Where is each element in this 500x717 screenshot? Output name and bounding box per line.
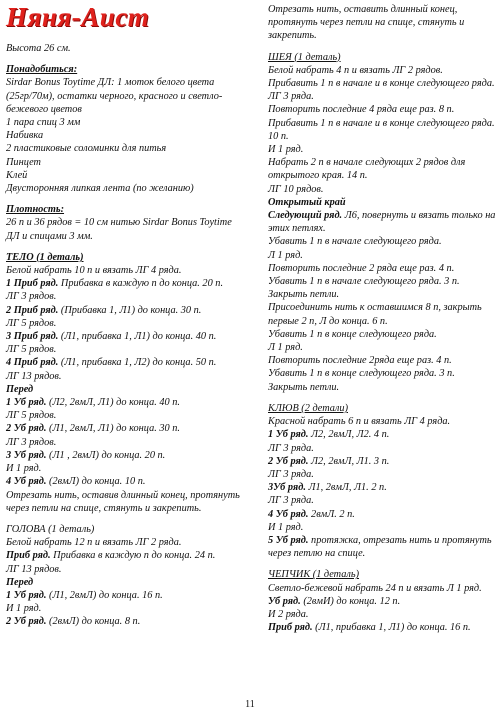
- instruction-line: И 1 ряд.: [268, 521, 304, 533]
- body-steps: [6, 264, 244, 488]
- instruction-line: ЛГ 3 ряда.: [268, 495, 314, 507]
- instruction-line: 1 Уб ряд. (Л1, 2вмЛ) до конца. 16 п.: [6, 589, 163, 601]
- instruction-line: Л 1 ряд.: [268, 342, 303, 354]
- right-column: [268, 0, 496, 634]
- beak-heading: КЛЮВ (2 детали): [268, 402, 349, 414]
- instruction-line: Повторить последние 2ряда еще раз. 4 п.: [268, 355, 452, 367]
- instruction-line: Белой набрать 12 п и вязать ЛГ 2 ряда.: [6, 537, 182, 549]
- instruction-line: Убавить 1 п в начале следующего ряда.: [268, 236, 442, 248]
- material-item: 1 пара спиц 3 мм: [6, 117, 81, 129]
- instruction-line: Убавить 1 п в начале следующего ряда. 3 п.: [268, 276, 460, 288]
- instruction-line: Прибавить 1 п в начале и в конце следующего ряда. 10 п.: [268, 117, 495, 142]
- instruction-line: Следующий ряд. Л6, повернуть и вязать только на этих петлях.: [268, 210, 496, 235]
- instruction-line: Набрать 2 п в начале следующих 2 рядов для открытого края. 14 п.: [268, 157, 466, 182]
- instruction-line: 1 Уб ряд. (Л2, 2вмЛ, Л1) до конца. 40 п.: [6, 397, 180, 409]
- instruction-line: И 1 ряд.: [6, 603, 42, 615]
- materials-heading: Понадобиться:: [6, 64, 78, 76]
- instruction-line: ЛГ 3 ряда.: [268, 468, 314, 480]
- neck-heading: ШЕЯ (1 деталь): [268, 51, 341, 63]
- page-title: Няня-Аист: [6, 2, 150, 32]
- instruction-line: ЛГ 3 ряда.: [268, 91, 314, 103]
- instruction-line: 3 Приб ряд. (Л1, прибавка 1, Л1) до конца. 40 п.: [6, 331, 217, 343]
- instruction-line: Повторить последние 4 ряда еще раз. 8 п.: [268, 104, 455, 116]
- material-item: Набивка: [6, 130, 44, 142]
- instruction-line: Присоединить нить к оставшимся 8 п, закрыть первые 2 п, Л до конца. 6 п.: [268, 302, 482, 327]
- instruction-line: Белой набрать 10 п и вязать ЛГ 4 ряда.: [6, 265, 182, 277]
- left-column: [6, 0, 244, 629]
- body-finish-text: Отрезать нить, оставив длинный конец, протянуть через петли на спице, стянуть и закрепить.: [6, 489, 240, 514]
- open-edge-heading: Открытый край: [268, 196, 346, 208]
- instruction-line: И 1 ряд.: [6, 463, 42, 475]
- instruction-line: Убавить 1 п в конце следующего ряда. 3 п.: [268, 368, 455, 380]
- instruction-line: Приб ряд. Прибавка в каждую п до конца. 24 п.: [6, 550, 216, 562]
- instruction-line: 4 Уб ряд. (2вмЛ) до конца. 10 п.: [6, 476, 146, 488]
- instruction-line: Л 1 ряд.: [268, 249, 303, 261]
- instruction-line: ЛГ 10 рядов.: [268, 183, 324, 195]
- instruction-line: 3 Уб ряд. (Л1 , 2вмЛ) до конца. 20 п.: [6, 449, 166, 461]
- cap-heading: ЧЕПЧИК (1 деталь): [268, 569, 359, 581]
- instruction-line: Красной набрать 6 п и вязать ЛГ 4 ряда.: [268, 416, 451, 428]
- instruction-line: ЛГ 5 рядов.: [6, 317, 57, 329]
- material-item: Двусторонняя липкая лента (по желанию): [6, 183, 194, 195]
- instruction-line: Закрыть петли.: [268, 381, 340, 393]
- instruction-line: 4 Приб ряд. (Л1, прибавка 1, Л2) до конца. 50 п.: [6, 357, 217, 369]
- gauge-heading: Плотность:: [6, 204, 65, 216]
- body-heading: ТЕЛО (1 деталь): [6, 251, 84, 263]
- instruction-line: Повторить последние 2 ряда еще раз. 4 п.: [268, 262, 455, 274]
- instruction-line: Закрыть петли.: [268, 289, 340, 301]
- height-text: Высота 26 см.: [6, 43, 71, 54]
- instruction-line: Приб ряд. (Л1, прибавка 1, Л1) до конца. 16 п.: [268, 622, 471, 634]
- instruction-line: 4 Уб ряд. 2вмЛ. 2 п.: [268, 508, 355, 520]
- gauge-text: 26 п и 36 рядов = 10 см нитью Sirdar Bonus Toytime ДЛ и спицами 3 мм.: [6, 217, 232, 242]
- beak-steps: [268, 415, 496, 560]
- instruction-line: ЛГ 5 рядов.: [6, 344, 57, 356]
- instruction-line: Светло-бежевой набрать 24 п и вязать Л 1 ряд.: [268, 582, 482, 594]
- instruction-line: ЛГ 3 рядов.: [6, 436, 57, 448]
- cap-steps: [268, 582, 496, 635]
- instruction-line: Перед: [6, 383, 34, 395]
- material-item: Пинцет: [6, 156, 41, 168]
- instruction-line: ЛГ 5 рядов.: [6, 410, 57, 422]
- material-item: 2 пластиковые соломинки для питья: [6, 143, 167, 155]
- instruction-line: 2 Уб ряд. (Л1, 2вмЛ, Л1) до конца. 30 п.: [6, 423, 180, 435]
- instruction-line: 1 Уб ряд. Л2, 2вмЛ, Л2. 4 п.: [268, 429, 390, 441]
- continued-text: Отрезать нить, оставить длинный конец, протянуть через петли на спице, стянуть и закрепить.: [268, 4, 465, 42]
- instruction-line: 2 Приб ряд. (Прибавка 1, Л1) до конца. 30 п.: [6, 304, 202, 316]
- instruction-line: И 2 ряда.: [268, 608, 309, 620]
- instruction-line: Прибавить 1 п в начале и в конце следующего ряда.: [268, 78, 495, 90]
- instruction-line: 2 Уб ряд. Л2, 2вмЛ, Л1. 3 п.: [268, 455, 390, 467]
- head-steps: [6, 536, 244, 628]
- instruction-line: Убавить 1 п в конце следующего ряда.: [268, 328, 437, 340]
- instruction-line: 3Уб ряд. Л1, 2вмЛ, Л1. 2 п.: [268, 482, 387, 494]
- instruction-line: ЛГ 3 рядов.: [6, 291, 57, 303]
- instruction-line: Перед: [6, 576, 34, 588]
- instruction-line: ЛГ 13 рядов.: [6, 370, 62, 382]
- page-number: 11: [245, 699, 255, 710]
- instruction-line: 5 Уб ряд. протяжка, отрезать нить и протянуть через петлю на спице.: [268, 534, 492, 560]
- head-heading: ГОЛОВА (1 деталь): [6, 523, 95, 535]
- material-item: Клей: [6, 169, 28, 181]
- instruction-line: ЛГ 3 ряда.: [268, 442, 314, 454]
- instruction-line: И 1 ряд.: [268, 144, 304, 156]
- instruction-line: 1 Приб ряд. Прибавка в каждую п до конца. 20 п.: [6, 278, 224, 290]
- instruction-line: 2 Уб ряд. (2вмЛ) до конца. 8 п.: [6, 616, 141, 628]
- material-item: Sirdar Bonus Toytime ДЛ: 1 моток белого цвета (25гр/70м), остатки черного, красного и светло-бежевого цветов: [6, 77, 223, 115]
- instruction-line: Белой набрать 4 п и вязать ЛГ 2 рядов.: [268, 64, 443, 76]
- instruction-line: Уб ряд. (2вмИ) до конца. 12 п.: [268, 595, 401, 607]
- instruction-line: ЛГ 13 рядов.: [6, 563, 62, 575]
